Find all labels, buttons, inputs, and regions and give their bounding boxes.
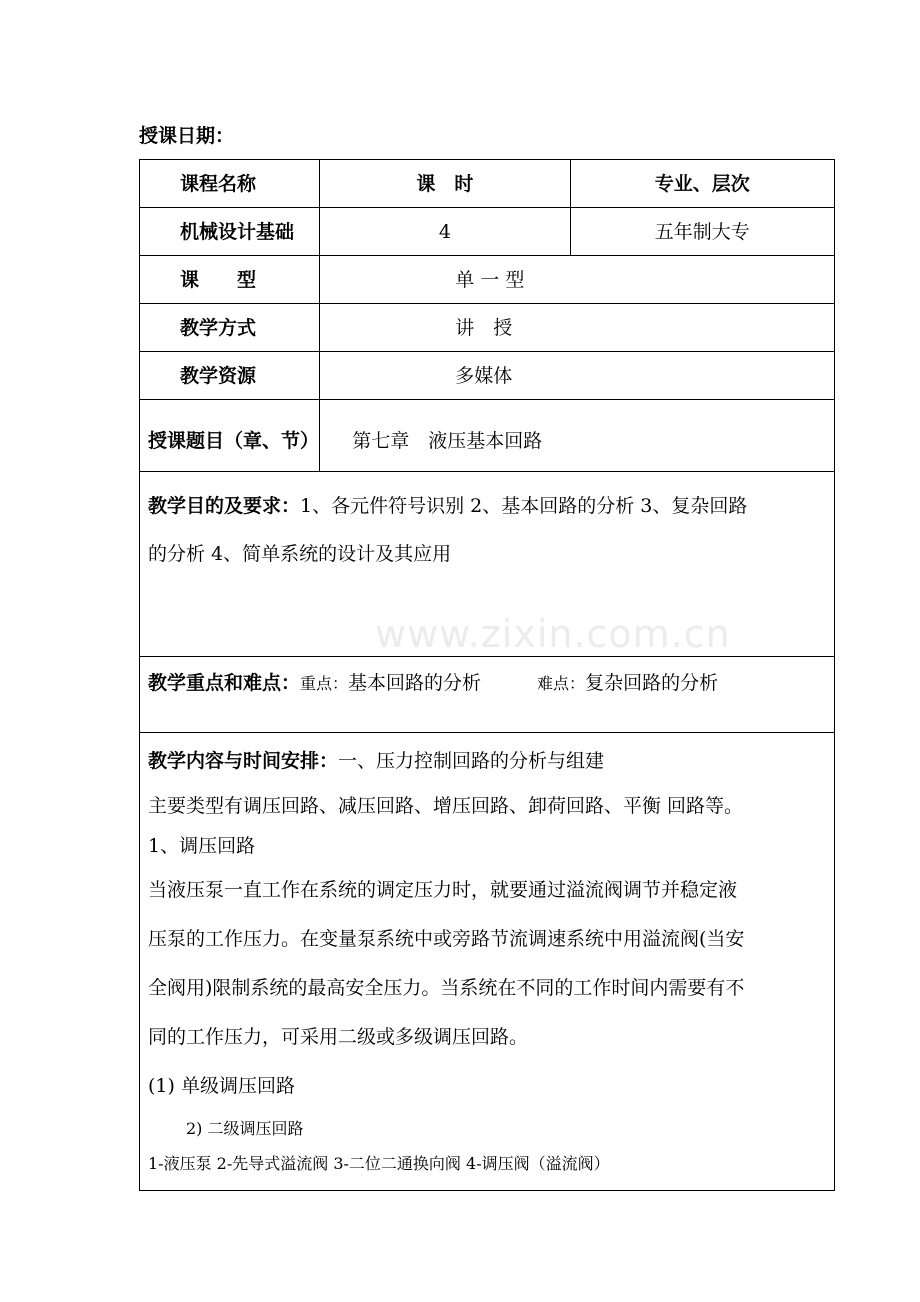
objectives-label: 教学目的及要求： xyxy=(148,495,301,517)
content-title: 一、压力控制回路的分析与组建 xyxy=(338,750,605,772)
table-row xyxy=(140,304,835,352)
content-line-9: 1-液压泵 2-先导式溢流阀 3-二位二通换向阀 4-调压阀（溢流阀） xyxy=(148,1154,610,1173)
table-row xyxy=(140,208,835,256)
difficult-point-value: 复杂回路的分析 xyxy=(585,672,719,694)
lesson-topic-value: 第七章 液压基本回路 xyxy=(320,400,835,472)
major-level-value: 五年制大专 xyxy=(570,208,834,256)
lesson-topic-label: 授课题目（章、节） xyxy=(140,400,320,472)
content-line-5: 全阀用)限制系统的最高安全压力。当系统在不同的工作时间内需要有不 xyxy=(148,977,745,999)
lesson-type-value: 单 一 型 xyxy=(320,256,835,304)
table-row xyxy=(140,160,835,208)
course-name-value: 机械设计基础 xyxy=(140,208,320,256)
hours-value: 4 xyxy=(320,208,570,256)
difficult-point-label: 难点： xyxy=(537,674,586,693)
content-line-7: (1) 单级调压回路 xyxy=(148,1075,295,1097)
table-row xyxy=(140,733,835,1191)
table-row xyxy=(140,256,835,304)
objectives-text-2: 的分析 4、简单系统的设计及其应用 xyxy=(148,543,452,565)
course-plan-table xyxy=(139,159,835,1191)
table-row xyxy=(140,352,835,400)
content-line-3: 当液压泵一直工作在系统的调定压力时，就要通过溢流阀调节并稳定液 xyxy=(148,879,738,901)
key-points-label: 教学重点和难点： xyxy=(148,672,301,694)
objectives-cell xyxy=(140,472,835,657)
content-line-2: 1、调压回路 xyxy=(148,835,256,857)
header-course-name: 课程名称 xyxy=(140,160,320,208)
teaching-resource-label: 教学资源 xyxy=(140,352,320,400)
table-row xyxy=(140,472,835,657)
content-line-8: 2) 二级调压回路 xyxy=(186,1119,304,1138)
key-point-label: 重点： xyxy=(300,674,349,693)
content-line-1: 主要类型有调压回路、减压回路、增压回路、卸荷回路、平衡 回路等。 xyxy=(148,795,744,817)
teaching-resource-value: 多媒体 xyxy=(320,352,835,400)
objectives-text-1: 1、各元件符号识别 2、基本回路的分析 3、复杂回路 xyxy=(300,495,748,517)
key-points-cell xyxy=(140,657,835,733)
header-major-level: 专业、层次 xyxy=(570,160,834,208)
lesson-date-label: 授课日期： xyxy=(139,125,235,147)
table-row xyxy=(140,400,835,472)
table-row xyxy=(140,657,835,733)
watermark: www.zixin.com.cn xyxy=(375,612,731,656)
lesson-type-label: 课 型 xyxy=(140,256,320,304)
content-line-4: 压泵的工作压力。在变量泵系统中或旁路节流调速系统中用溢流阀(当安 xyxy=(148,928,745,950)
teaching-method-value: 讲 授 xyxy=(320,304,835,352)
teaching-method-label: 教学方式 xyxy=(140,304,320,352)
key-point-value: 基本回路的分析 xyxy=(348,672,482,694)
teaching-content-cell xyxy=(140,733,835,1191)
header-hours: 课 时 xyxy=(320,160,570,208)
content-line-6: 同的工作压力，可采用二级或多级调压回路。 xyxy=(148,1026,529,1048)
content-label: 教学内容与时间安排： xyxy=(148,750,339,772)
